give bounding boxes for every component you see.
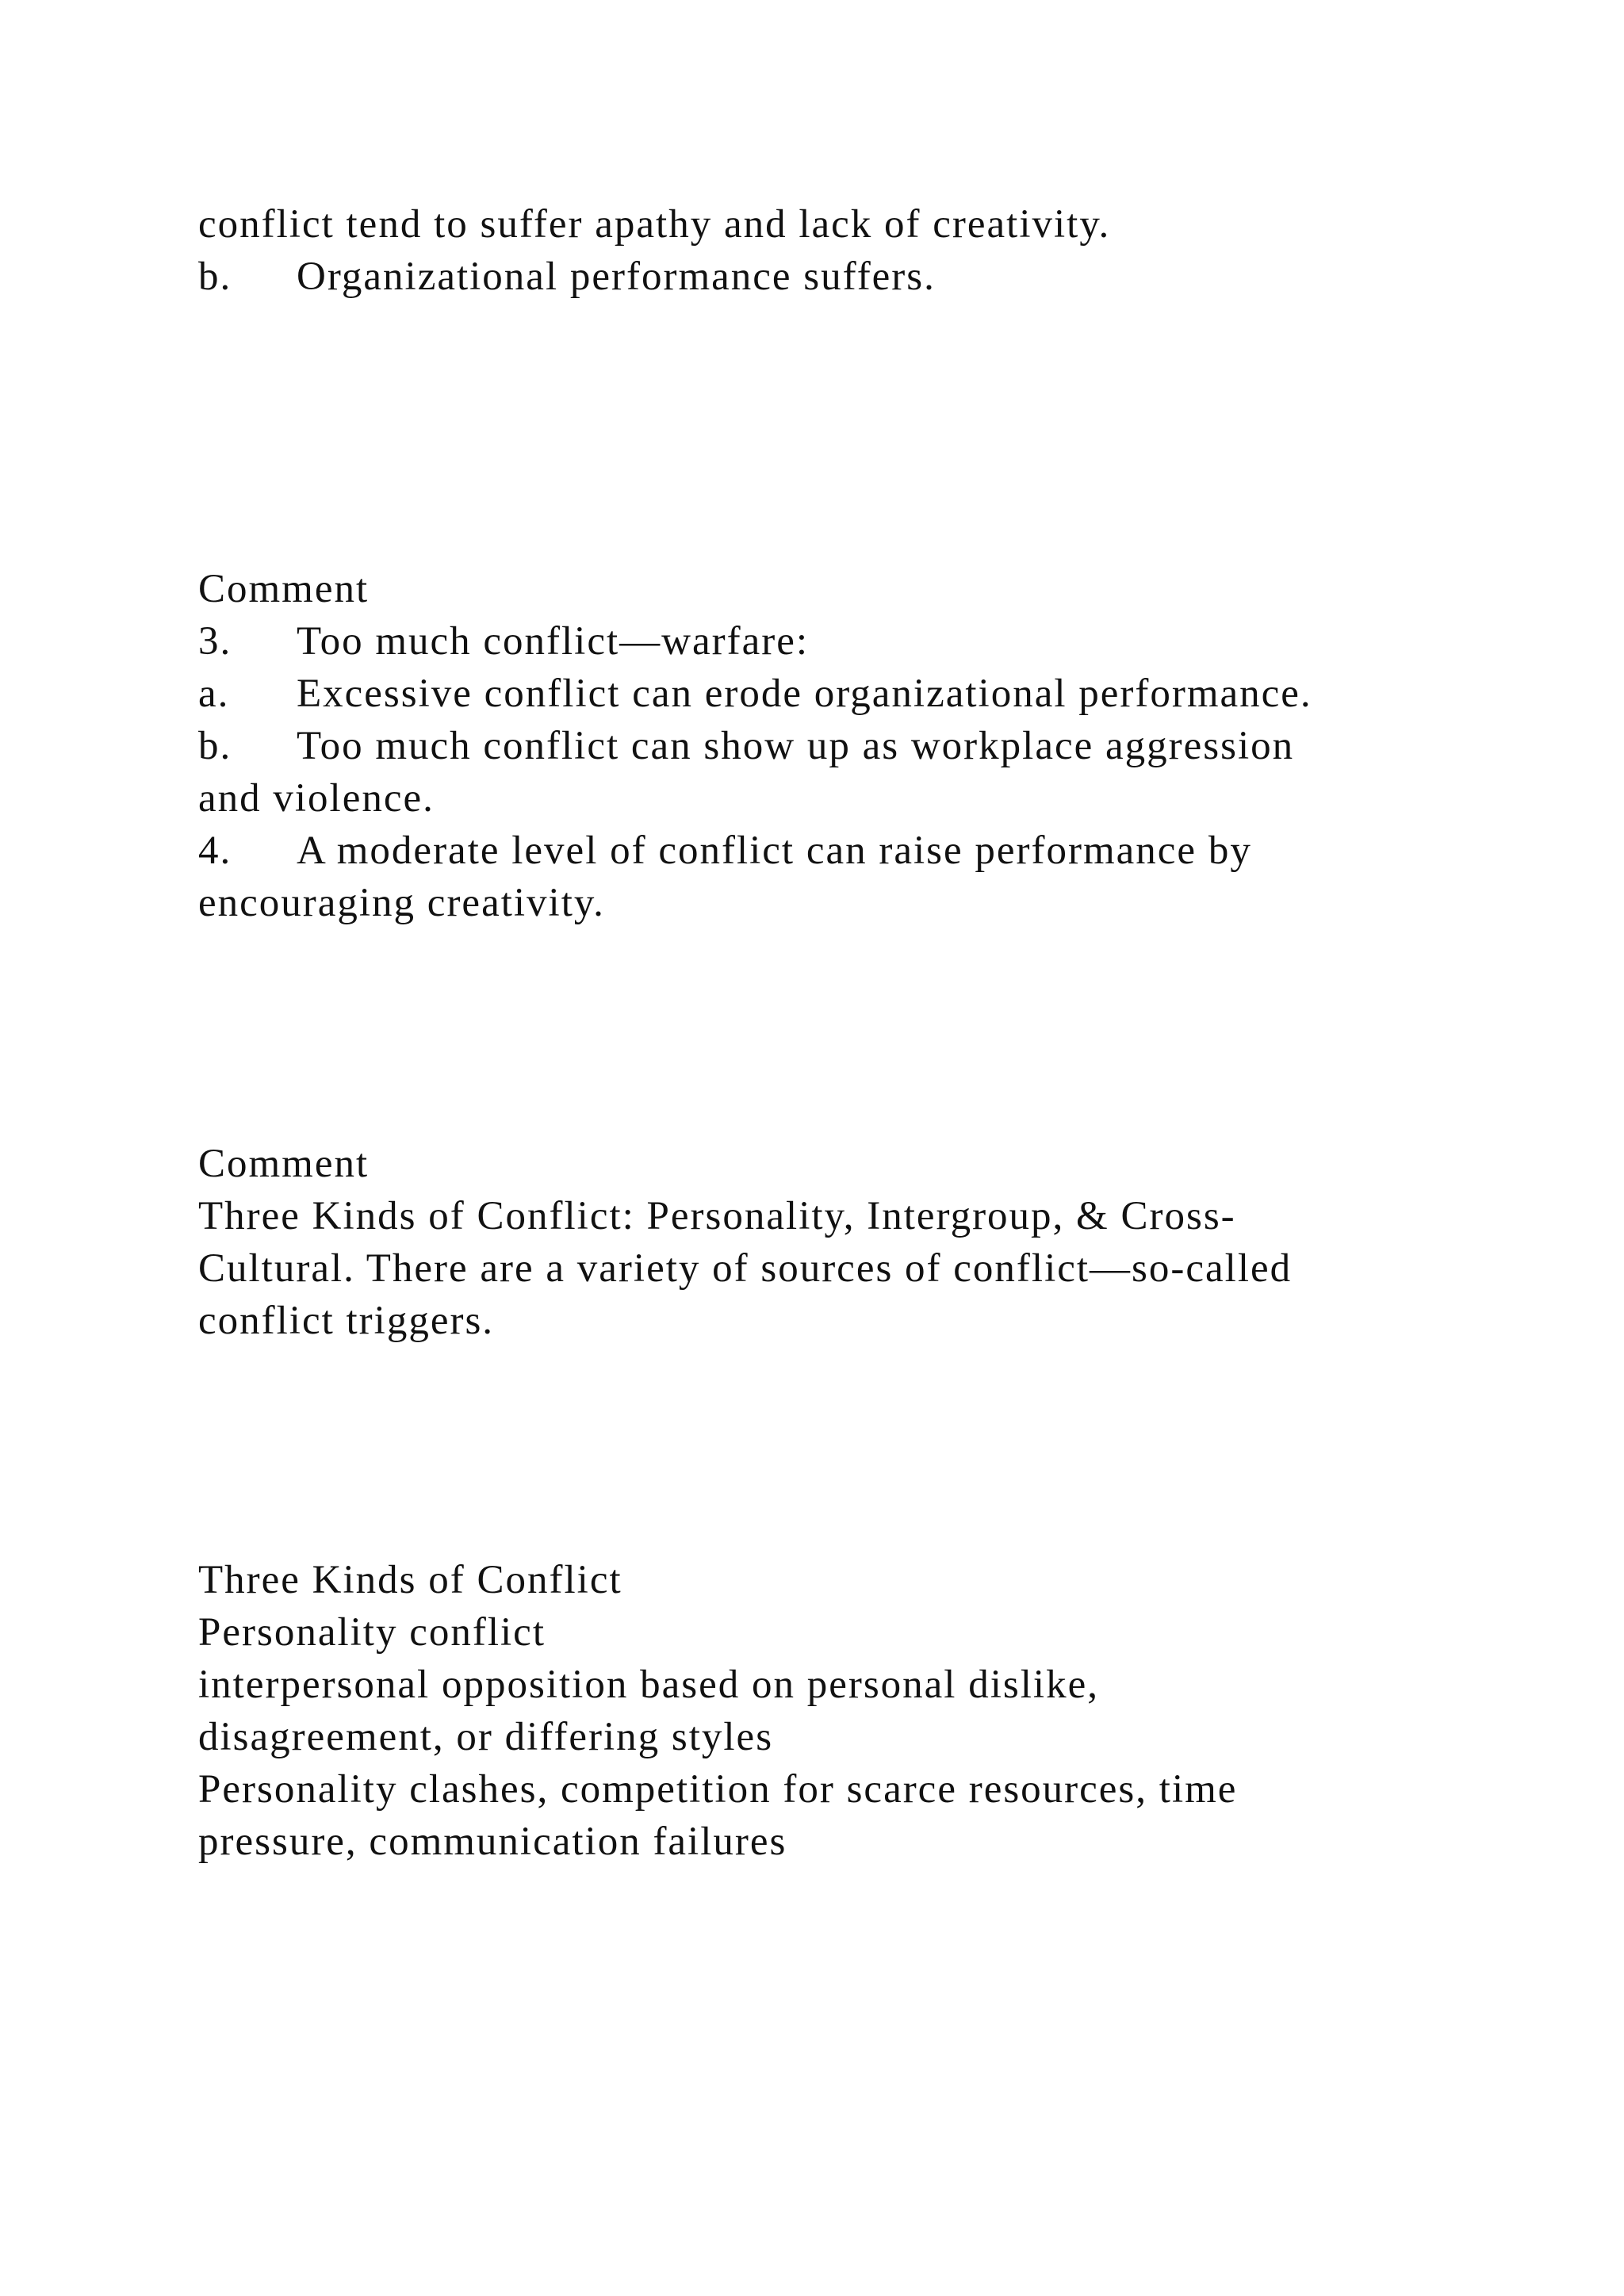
text-line xyxy=(198,877,1435,929)
text-block-kinds-comment xyxy=(198,1138,1435,1347)
list-marker: 3. xyxy=(198,619,232,664)
line-text: disagreement, or differing styles xyxy=(198,1715,774,1759)
line-text: interpersonal opposition based on personal dislike, xyxy=(198,1663,1099,1707)
list-marker: 4. xyxy=(198,828,232,873)
heading-text: Comment xyxy=(198,567,370,611)
list-marker: a. xyxy=(198,672,230,716)
line-text: Personality conflict xyxy=(198,1610,546,1655)
line-text: and violence. xyxy=(198,776,435,821)
section-heading xyxy=(198,1554,1435,1606)
line-text: Three Kinds of Conflict: Personality, Intergroup, & Cross- xyxy=(198,1194,1236,1238)
text-line xyxy=(198,1816,1435,1868)
line-text: conflict tend to suffer apathy and lack of creativity. xyxy=(198,202,1111,247)
section-heading xyxy=(198,1138,1435,1190)
line-text: pressure, communication failures xyxy=(198,1820,787,1864)
heading-text: Three Kinds of Conflict xyxy=(198,1558,622,1602)
list-marker: b. xyxy=(198,724,232,768)
list-item-text: Too much conflict can show up as workplace aggression xyxy=(297,724,1295,768)
list-item-text: Too much conflict—warfare: xyxy=(297,619,810,664)
line-text: conflict triggers. xyxy=(198,1299,495,1343)
text-line xyxy=(198,1190,1435,1242)
text-line xyxy=(198,1606,1435,1659)
text-block-personality-conflict xyxy=(198,1554,1435,1868)
line-text: encouraging creativity. xyxy=(198,881,605,925)
list-item-text: Organizational performance suffers. xyxy=(297,254,936,299)
list-item xyxy=(198,720,1435,772)
list-item-text: A moderate level of conflict can raise performance by xyxy=(297,828,1252,873)
heading-text: Comment xyxy=(198,1142,370,1186)
list-marker: b. xyxy=(198,254,232,299)
text-line xyxy=(198,1763,1435,1816)
list-item-text: Excessive conflict can erode organizational performance. xyxy=(297,672,1312,716)
text-block-performance xyxy=(198,198,1435,303)
section-heading xyxy=(198,563,1435,615)
line-text: Personality clashes, competition for scarce resources, time xyxy=(198,1767,1238,1812)
line-text: Cultural. There are a variety of sources of conflict—so-called xyxy=(198,1246,1293,1291)
list-item xyxy=(198,251,1435,303)
text-line xyxy=(198,772,1435,825)
text-line xyxy=(198,1711,1435,1763)
text-line xyxy=(198,1659,1435,1711)
text-line xyxy=(198,1242,1435,1295)
list-item xyxy=(198,825,1435,877)
text-line xyxy=(198,198,1435,251)
list-item xyxy=(198,668,1435,720)
list-item xyxy=(198,615,1435,668)
text-block-too-much-conflict xyxy=(198,563,1435,929)
text-line xyxy=(198,1295,1435,1347)
